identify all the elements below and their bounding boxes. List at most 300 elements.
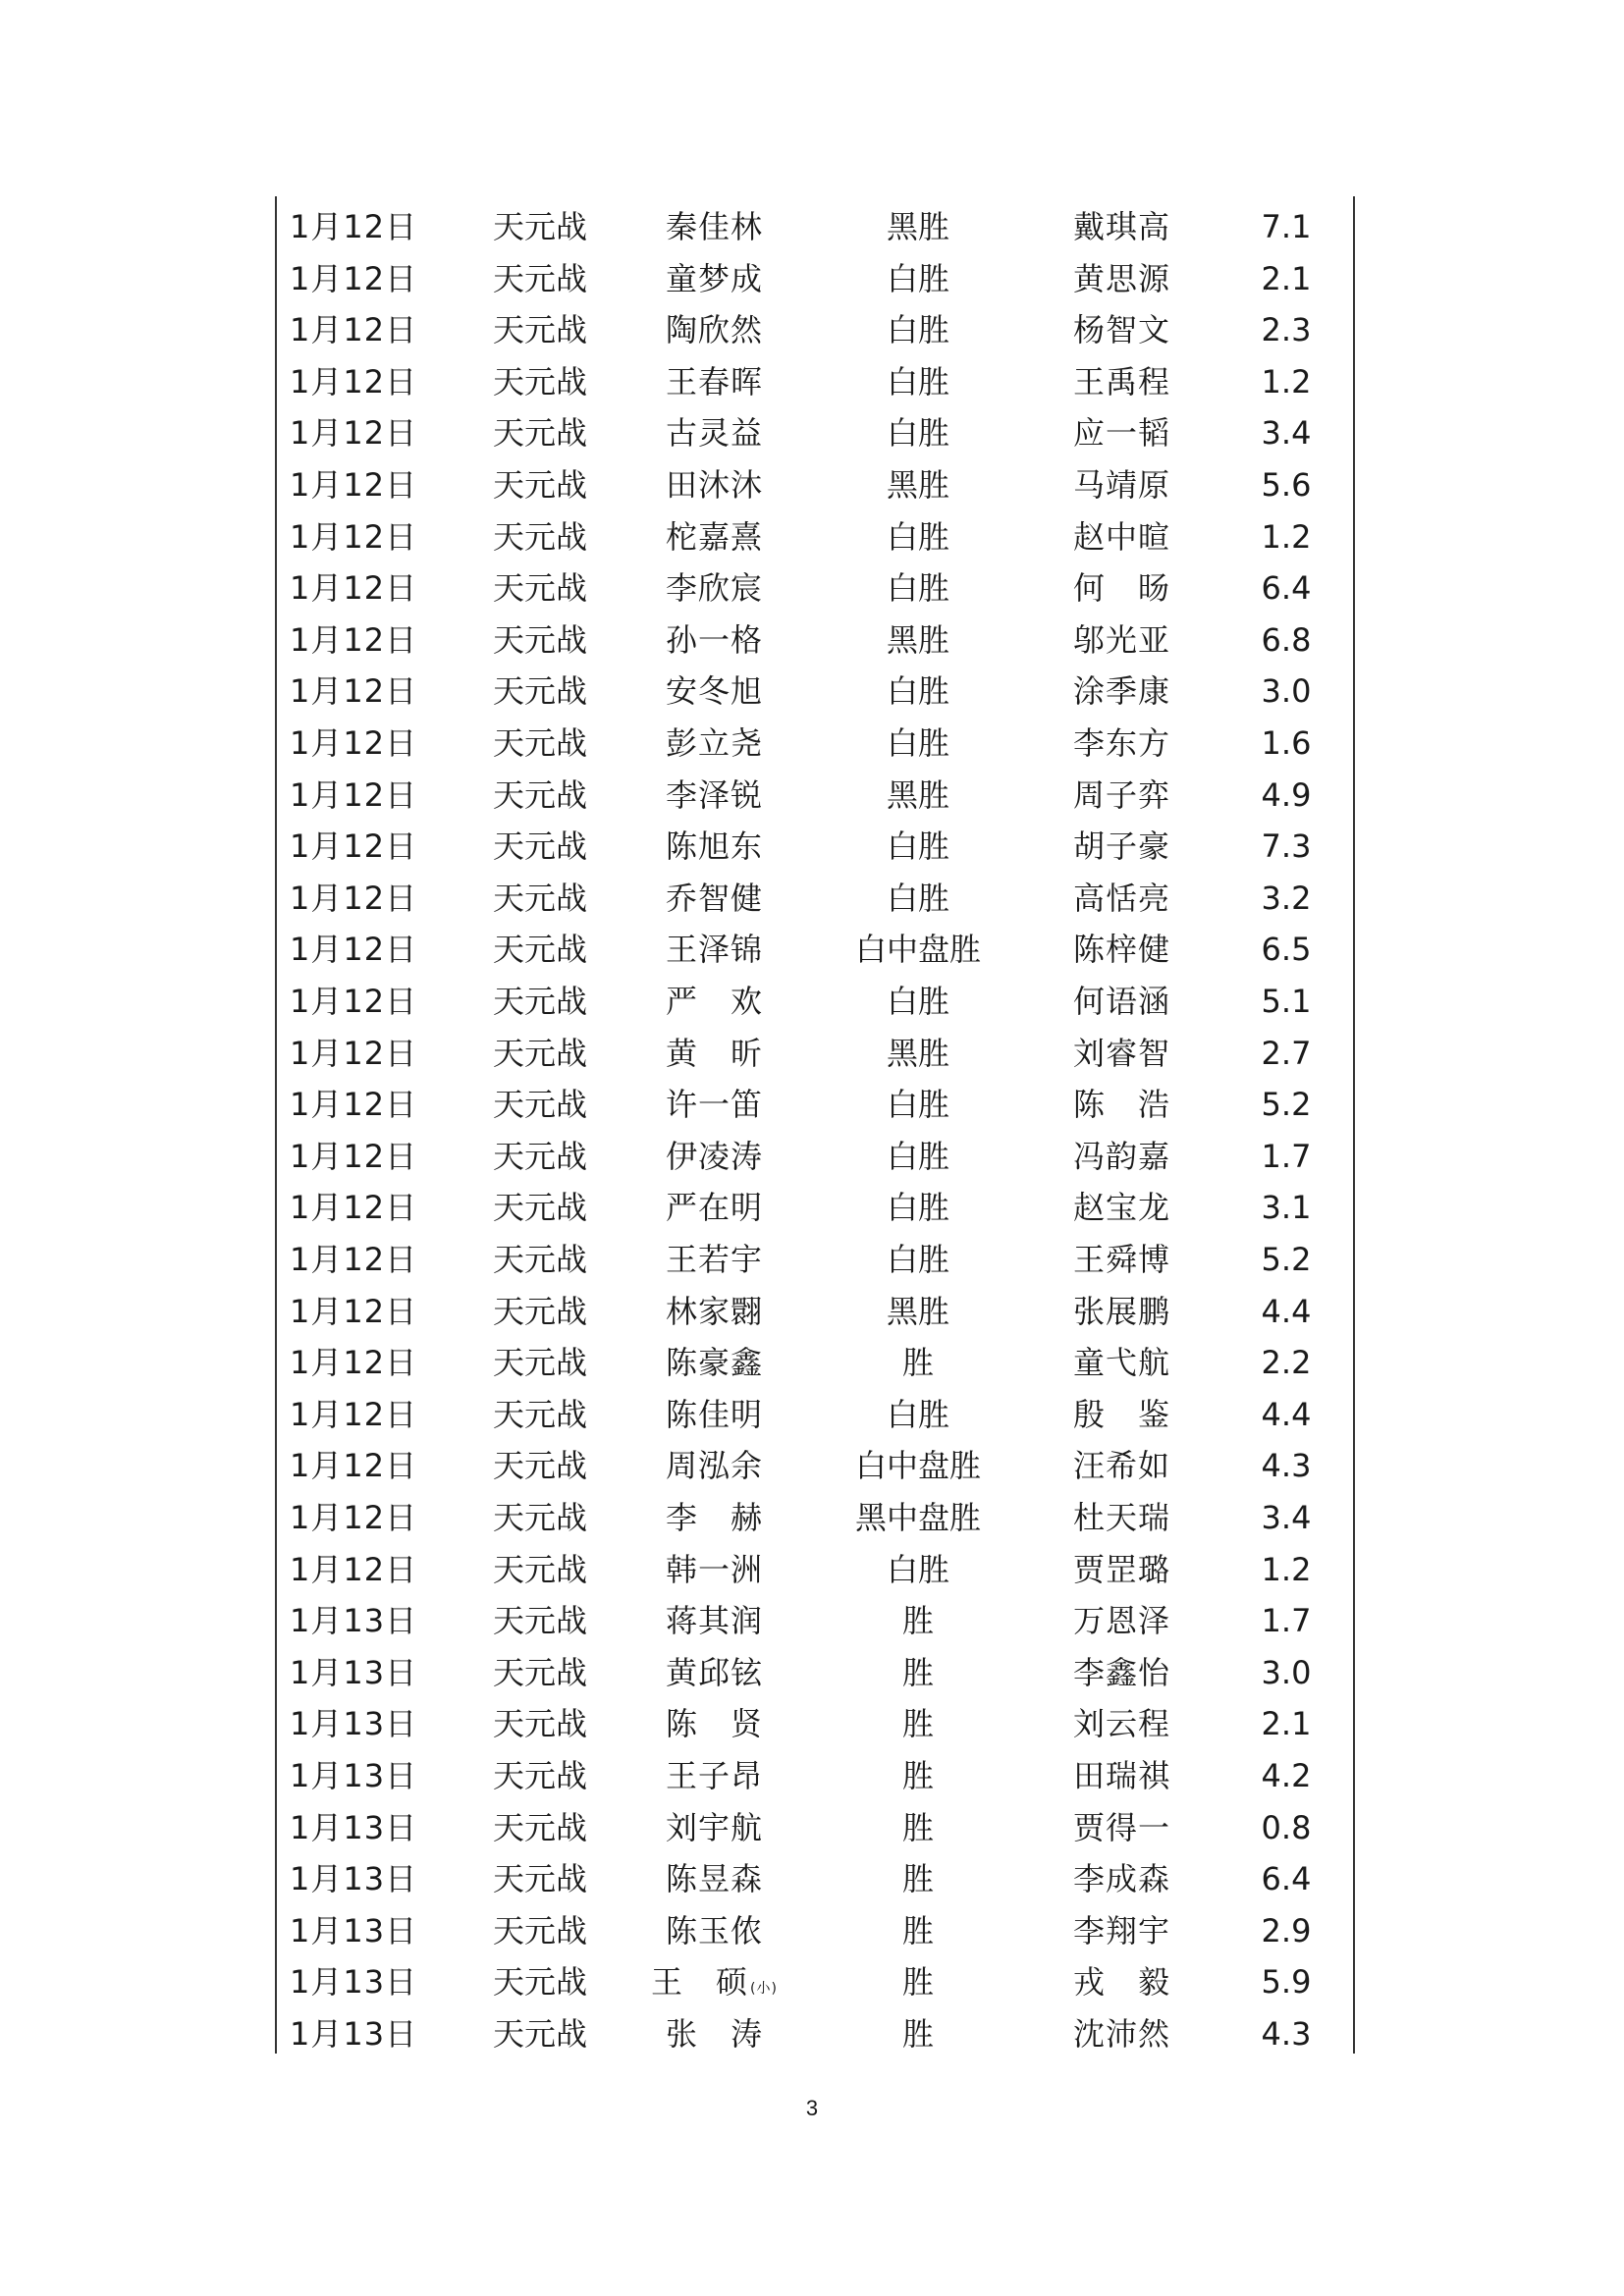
time-cell xyxy=(1247,1853,1326,1904)
event-cell-text: 天元战 xyxy=(492,1860,587,1898)
result-cell-text: 黑胜 xyxy=(886,208,949,245)
table-row xyxy=(0,1337,1624,1388)
white-player-cell-text: 李东方 xyxy=(1072,724,1170,762)
event-cell-text: 天元战 xyxy=(492,1550,587,1588)
event-cell-text: 天元战 xyxy=(492,1137,587,1175)
result-cell xyxy=(844,1337,992,1388)
white-player-cell-text: 童弋航 xyxy=(1072,1344,1170,1382)
white-player-cell-text: 何 旸 xyxy=(1072,569,1170,608)
event-cell xyxy=(481,407,599,458)
time-cell-text: 0.8 xyxy=(1261,1808,1312,1846)
event-cell-text: 天元战 xyxy=(492,828,587,866)
black-player-cell xyxy=(648,2008,781,2059)
time-cell-text: 5.2 xyxy=(1261,1086,1312,1124)
black-player-cell xyxy=(648,1698,781,1749)
black-player-cell xyxy=(648,1595,781,1646)
event-cell xyxy=(481,1595,599,1646)
date-cell-text: 1月12日 xyxy=(290,724,418,762)
event-cell xyxy=(481,976,599,1027)
white-player-cell xyxy=(1056,1440,1188,1491)
time-cell-text: 2.2 xyxy=(1261,1344,1312,1382)
time-cell xyxy=(1247,1544,1326,1595)
event-cell xyxy=(481,2008,599,2059)
white-player-cell-text: 沈沛然 xyxy=(1072,2015,1170,2053)
event-cell-text: 天元战 xyxy=(492,1395,587,1433)
time-cell-text: 3.4 xyxy=(1261,1499,1312,1536)
white-player-cell-text: 张展鹏 xyxy=(1072,1292,1170,1330)
black-player-cell-text: 李泽锐 xyxy=(665,775,763,814)
date-cell-text: 1月12日 xyxy=(290,775,418,814)
black-player-cell-text: 许一笛 xyxy=(665,1086,763,1124)
result-cell-text: 白胜 xyxy=(886,1550,949,1588)
result-cell xyxy=(844,1750,992,1801)
black-player-cell-text: 孙一格 xyxy=(665,620,763,659)
black-player-cell-text: 王泽锦 xyxy=(665,931,763,969)
time-cell-text: 3.2 xyxy=(1261,879,1312,917)
table-row xyxy=(0,718,1624,769)
white-player-cell-text: 冯韵嘉 xyxy=(1072,1137,1170,1175)
date-cell-text: 1月12日 xyxy=(290,1447,418,1485)
result-cell-text: 胜 xyxy=(901,1757,934,1794)
black-player-cell-text: 陈昱森 xyxy=(665,1860,763,1898)
result-cell-text: 黑胜 xyxy=(886,466,949,504)
white-player-cell xyxy=(1056,1698,1188,1749)
result-cell-text: 白胜 xyxy=(886,724,949,762)
time-cell xyxy=(1247,1440,1326,1491)
black-player-cell-text: 陈 贤 xyxy=(665,1705,763,1743)
black-player-cell-text: 黄 昕 xyxy=(665,1034,763,1072)
result-cell xyxy=(844,1389,992,1440)
black-player-cell xyxy=(648,511,781,562)
time-cell-text: 4.4 xyxy=(1261,1292,1312,1330)
event-cell xyxy=(481,1028,599,1079)
result-cell xyxy=(844,1595,992,1646)
white-player-cell-text: 邬光亚 xyxy=(1072,620,1170,659)
result-cell xyxy=(844,1956,992,2007)
white-player-cell-text: 汪希如 xyxy=(1072,1447,1170,1485)
table-row xyxy=(0,1647,1624,1698)
time-cell-text: 1.2 xyxy=(1261,517,1312,556)
page-number: 3 xyxy=(805,2096,819,2120)
time-cell xyxy=(1247,873,1326,924)
result-cell-text: 黑胜 xyxy=(886,1292,949,1330)
event-cell-text: 天元战 xyxy=(492,1963,587,2002)
black-player-cell xyxy=(648,201,781,252)
white-player-cell xyxy=(1056,1028,1188,1079)
white-player-cell xyxy=(1056,1337,1188,1388)
date-cell-text: 1月13日 xyxy=(290,1602,418,1640)
event-cell-text: 天元战 xyxy=(492,1705,587,1743)
event-cell-text: 天元战 xyxy=(492,1447,587,1485)
date-cell xyxy=(290,976,457,1027)
black-player-cell xyxy=(648,253,781,304)
date-cell xyxy=(290,1286,457,1337)
white-player-cell xyxy=(1056,1544,1188,1595)
event-cell xyxy=(481,1234,599,1285)
result-cell-text: 白中盘胜 xyxy=(854,1447,981,1485)
date-cell-text: 1月12日 xyxy=(290,1189,418,1227)
black-player-cell xyxy=(648,924,781,975)
date-cell xyxy=(290,356,457,407)
table-row xyxy=(0,821,1624,872)
result-cell xyxy=(844,821,992,872)
date-cell xyxy=(290,1131,457,1182)
white-player-cell-text: 贾得一 xyxy=(1072,1808,1170,1846)
time-cell xyxy=(1247,614,1326,666)
date-cell xyxy=(290,1750,457,1801)
white-player-cell xyxy=(1056,666,1188,717)
event-cell-text: 天元战 xyxy=(492,569,587,608)
black-player-cell xyxy=(648,614,781,666)
table-row xyxy=(0,614,1624,666)
time-cell xyxy=(1247,2008,1326,2059)
result-cell-text: 白胜 xyxy=(886,1086,949,1124)
time-cell-text: 2.1 xyxy=(1261,259,1312,297)
result-cell xyxy=(844,201,992,252)
result-cell-text: 胜 xyxy=(901,1911,934,1949)
date-cell xyxy=(290,873,457,924)
black-player-cell xyxy=(648,1905,781,1956)
event-cell-text: 天元战 xyxy=(492,362,587,400)
result-cell xyxy=(844,407,992,458)
event-cell-text: 天元战 xyxy=(492,1086,587,1124)
date-cell xyxy=(290,1956,457,2007)
date-cell-text: 1月12日 xyxy=(290,1550,418,1588)
table-row xyxy=(0,873,1624,924)
event-cell-text: 天元战 xyxy=(492,1602,587,1640)
table-row xyxy=(0,356,1624,407)
event-cell-text: 天元战 xyxy=(492,1757,587,1794)
event-cell-text: 天元战 xyxy=(492,1034,587,1072)
result-cell xyxy=(844,304,992,355)
result-cell xyxy=(844,666,992,717)
date-cell xyxy=(290,718,457,769)
black-player-cell-text: 安冬旭 xyxy=(665,672,763,711)
date-cell-text: 1月13日 xyxy=(290,1705,418,1743)
time-cell-text: 4.2 xyxy=(1261,1757,1312,1794)
black-player-cell-text: 童梦成 xyxy=(665,259,763,297)
result-cell-text: 白胜 xyxy=(886,414,949,453)
table-row xyxy=(0,924,1624,975)
event-cell-text: 天元战 xyxy=(492,1499,587,1536)
result-cell-text: 胜 xyxy=(901,2015,934,2053)
event-cell xyxy=(481,1440,599,1491)
black-player-cell xyxy=(648,1286,781,1337)
date-cell xyxy=(290,1905,457,1956)
date-cell-text: 1月12日 xyxy=(290,311,418,349)
event-cell xyxy=(481,1698,599,1749)
result-cell-text: 白胜 xyxy=(886,828,949,866)
white-player-cell-text: 王禹程 xyxy=(1072,362,1170,400)
white-player-cell-text: 陈 浩 xyxy=(1072,1086,1170,1124)
event-cell xyxy=(481,356,599,407)
event-cell xyxy=(481,1956,599,2007)
black-player-cell-text: 彭立尧 xyxy=(665,724,763,762)
white-player-cell-text: 赵宝龙 xyxy=(1072,1189,1170,1227)
black-player-cell xyxy=(648,1956,781,2014)
time-cell-text: 6.5 xyxy=(1261,931,1312,969)
time-cell-text: 2.9 xyxy=(1261,1911,1312,1949)
result-cell-text: 白胜 xyxy=(886,1241,949,1278)
date-cell xyxy=(290,1698,457,1749)
date-cell-text: 1月12日 xyxy=(290,1344,418,1382)
event-cell xyxy=(481,873,599,924)
time-cell xyxy=(1247,253,1326,304)
event-cell xyxy=(481,511,599,562)
date-cell-text: 1月13日 xyxy=(290,1757,418,1794)
time-cell xyxy=(1247,1956,1326,2007)
white-player-cell xyxy=(1056,1079,1188,1130)
result-cell-text: 白胜 xyxy=(886,569,949,608)
time-cell xyxy=(1247,976,1326,1027)
event-cell xyxy=(481,1802,599,1853)
date-cell-text: 1月12日 xyxy=(290,1137,418,1175)
result-cell-text: 黑胜 xyxy=(886,1034,949,1072)
event-cell-text: 天元战 xyxy=(492,259,587,297)
black-player-cell xyxy=(648,1131,781,1182)
time-cell xyxy=(1247,1182,1326,1233)
time-cell xyxy=(1247,201,1326,252)
result-cell-text: 胜 xyxy=(901,1705,934,1743)
white-player-cell-text: 高恬亮 xyxy=(1072,879,1170,917)
player-note: (小) xyxy=(750,1981,778,1998)
black-player-cell-text: 严 欢 xyxy=(665,983,763,1020)
table-row xyxy=(0,1131,1624,1182)
date-cell xyxy=(290,1182,457,1233)
date-cell xyxy=(290,1079,457,1130)
table-row xyxy=(0,1544,1624,1595)
date-cell-text: 1月12日 xyxy=(290,1034,418,1072)
white-player-cell-text: 杜天瑞 xyxy=(1072,1499,1170,1536)
result-cell xyxy=(844,1853,992,1904)
white-player-cell xyxy=(1056,1286,1188,1337)
event-cell-text: 天元战 xyxy=(492,311,587,349)
black-player-cell xyxy=(648,1853,781,1904)
result-cell xyxy=(844,770,992,821)
date-cell-text: 1月12日 xyxy=(290,879,418,917)
table-row xyxy=(0,511,1624,562)
white-player-cell xyxy=(1056,1956,1188,2007)
white-player-cell xyxy=(1056,356,1188,407)
event-cell xyxy=(481,614,599,666)
event-cell-text: 天元战 xyxy=(492,1241,587,1278)
date-cell-text: 1月13日 xyxy=(290,1808,418,1846)
time-cell-text: 5.1 xyxy=(1261,983,1312,1020)
time-cell-text: 1.6 xyxy=(1261,724,1312,762)
white-player-cell-text: 陈梓健 xyxy=(1072,931,1170,969)
black-player-cell xyxy=(648,873,781,924)
date-cell-text: 1月12日 xyxy=(290,259,418,297)
table-row xyxy=(0,1440,1624,1491)
black-player-cell xyxy=(648,1492,781,1543)
time-cell-text: 5.6 xyxy=(1261,466,1312,504)
date-cell xyxy=(290,253,457,304)
time-cell xyxy=(1247,1234,1326,1285)
table-row xyxy=(0,1389,1624,1440)
date-cell-text: 1月12日 xyxy=(290,672,418,711)
time-cell xyxy=(1247,1286,1326,1337)
result-cell xyxy=(844,718,992,769)
result-cell xyxy=(844,1182,992,1233)
black-player-cell xyxy=(648,304,781,355)
date-cell-text: 1月13日 xyxy=(290,2015,418,2053)
event-cell-text: 天元战 xyxy=(492,1653,587,1691)
date-cell xyxy=(290,1595,457,1646)
date-cell xyxy=(290,1544,457,1595)
result-cell-text: 白胜 xyxy=(886,1189,949,1227)
table-row xyxy=(0,1234,1624,1285)
black-player-cell xyxy=(648,459,781,510)
white-player-cell-text: 何语涵 xyxy=(1072,983,1170,1020)
white-player-cell-text: 刘睿智 xyxy=(1072,1034,1170,1072)
white-player-cell-text: 李鑫怡 xyxy=(1072,1653,1170,1691)
event-cell xyxy=(481,459,599,510)
event-cell-text: 天元战 xyxy=(492,517,587,556)
time-cell xyxy=(1247,1698,1326,1749)
date-cell-text: 1月12日 xyxy=(290,466,418,504)
result-cell xyxy=(844,1802,992,1853)
time-cell xyxy=(1247,407,1326,458)
time-cell-text: 3.0 xyxy=(1261,672,1312,711)
date-cell xyxy=(290,201,457,252)
result-cell-text: 胜 xyxy=(901,1602,934,1640)
white-player-cell xyxy=(1056,924,1188,975)
black-player-cell-text: 柁嘉熹 xyxy=(665,517,763,556)
date-cell xyxy=(290,1492,457,1543)
black-player-cell xyxy=(648,1182,781,1233)
table-row xyxy=(0,253,1624,304)
table-row xyxy=(0,1595,1624,1646)
event-cell-text: 天元战 xyxy=(492,208,587,245)
date-cell xyxy=(290,1853,457,1904)
table-row xyxy=(0,1492,1624,1543)
white-player-cell xyxy=(1056,1595,1188,1646)
result-cell-text: 黑胜 xyxy=(886,775,949,814)
white-player-cell-text: 戴琪高 xyxy=(1072,208,1170,245)
result-cell-text: 白胜 xyxy=(886,879,949,917)
result-cell xyxy=(844,1131,992,1182)
time-cell-text: 3.0 xyxy=(1261,1653,1312,1691)
date-cell-text: 1月13日 xyxy=(290,1860,418,1898)
black-player-cell-text: 黄邱铉 xyxy=(665,1653,763,1691)
date-cell-text: 1月12日 xyxy=(290,414,418,453)
event-cell xyxy=(481,1544,599,1595)
black-player-cell xyxy=(648,562,781,614)
date-cell-text: 1月12日 xyxy=(290,1292,418,1330)
result-cell-text: 黑中盘胜 xyxy=(854,1499,981,1536)
result-cell xyxy=(844,1079,992,1130)
result-cell-text: 白中盘胜 xyxy=(854,931,981,969)
time-cell-text: 1.7 xyxy=(1261,1137,1312,1175)
table-row xyxy=(0,304,1624,355)
black-player-cell-text: 乔智健 xyxy=(665,879,763,917)
event-cell xyxy=(481,1131,599,1182)
result-cell xyxy=(844,1698,992,1749)
result-cell-text: 胜 xyxy=(901,1808,934,1846)
event-cell xyxy=(481,1905,599,1956)
date-cell xyxy=(290,2008,457,2059)
black-player-cell xyxy=(648,1440,781,1491)
date-cell xyxy=(290,1647,457,1698)
time-cell xyxy=(1247,1389,1326,1440)
black-player-cell xyxy=(648,407,781,458)
result-cell xyxy=(844,253,992,304)
white-player-cell xyxy=(1056,511,1188,562)
time-cell xyxy=(1247,718,1326,769)
white-player-cell xyxy=(1056,304,1188,355)
white-player-cell xyxy=(1056,1182,1188,1233)
black-player-cell-text: 张 涛 xyxy=(665,2015,763,2053)
date-cell-text: 1月13日 xyxy=(290,1653,418,1691)
black-player-cell xyxy=(648,770,781,821)
event-cell xyxy=(481,1853,599,1904)
result-cell xyxy=(844,976,992,1027)
black-player-cell xyxy=(648,1750,781,1801)
white-player-cell xyxy=(1056,562,1188,614)
result-cell xyxy=(844,356,992,407)
event-cell-text: 天元战 xyxy=(492,466,587,504)
time-cell xyxy=(1247,1492,1326,1543)
time-cell xyxy=(1247,511,1326,562)
event-cell xyxy=(481,1286,599,1337)
result-cell xyxy=(844,1028,992,1079)
white-player-cell xyxy=(1056,718,1188,769)
date-cell-text: 1月12日 xyxy=(290,983,418,1020)
black-player-cell xyxy=(648,356,781,407)
date-cell-text: 1月13日 xyxy=(290,1911,418,1949)
white-player-cell-text: 赵中暄 xyxy=(1072,517,1170,556)
date-cell xyxy=(290,562,457,614)
date-cell-text: 1月12日 xyxy=(290,208,418,245)
result-cell xyxy=(844,1440,992,1491)
black-player-cell xyxy=(648,1544,781,1595)
date-cell-text: 1月13日 xyxy=(290,1963,418,2002)
white-player-cell xyxy=(1056,2008,1188,2059)
black-player-cell xyxy=(648,976,781,1027)
white-player-cell-text: 杨智文 xyxy=(1072,311,1170,349)
white-player-cell-text: 王舜博 xyxy=(1072,1241,1170,1278)
event-cell-text: 天元战 xyxy=(492,724,587,762)
black-player-cell-text: 周泓余 xyxy=(665,1447,763,1485)
time-cell-text: 4.3 xyxy=(1261,2015,1312,2053)
white-player-cell xyxy=(1056,614,1188,666)
date-cell-text: 1月12日 xyxy=(290,517,418,556)
table-row xyxy=(0,1905,1624,1956)
black-player-cell-text: 王 硕 xyxy=(651,1963,749,2002)
time-cell-text: 3.4 xyxy=(1261,414,1312,453)
event-cell xyxy=(481,1647,599,1698)
black-player-cell-text: 林家翾 xyxy=(665,1292,763,1330)
result-cell-text: 胜 xyxy=(901,1344,934,1382)
date-cell xyxy=(290,1028,457,1079)
white-player-cell xyxy=(1056,976,1188,1027)
black-player-cell xyxy=(648,821,781,872)
date-cell xyxy=(290,511,457,562)
result-cell-text: 白胜 xyxy=(886,362,949,400)
date-cell xyxy=(290,1337,457,1388)
time-cell xyxy=(1247,356,1326,407)
result-cell-text: 白胜 xyxy=(886,1395,949,1433)
event-cell-text: 天元战 xyxy=(492,931,587,969)
table-row xyxy=(0,562,1624,614)
table-row xyxy=(0,1698,1624,1749)
white-player-cell-text: 黄思源 xyxy=(1072,259,1170,297)
white-player-cell-text: 马靖原 xyxy=(1072,466,1170,504)
black-player-cell xyxy=(648,666,781,717)
date-cell-text: 1月12日 xyxy=(290,931,418,969)
time-cell-text: 5.2 xyxy=(1261,1241,1312,1278)
date-cell-text: 1月12日 xyxy=(290,1499,418,1536)
